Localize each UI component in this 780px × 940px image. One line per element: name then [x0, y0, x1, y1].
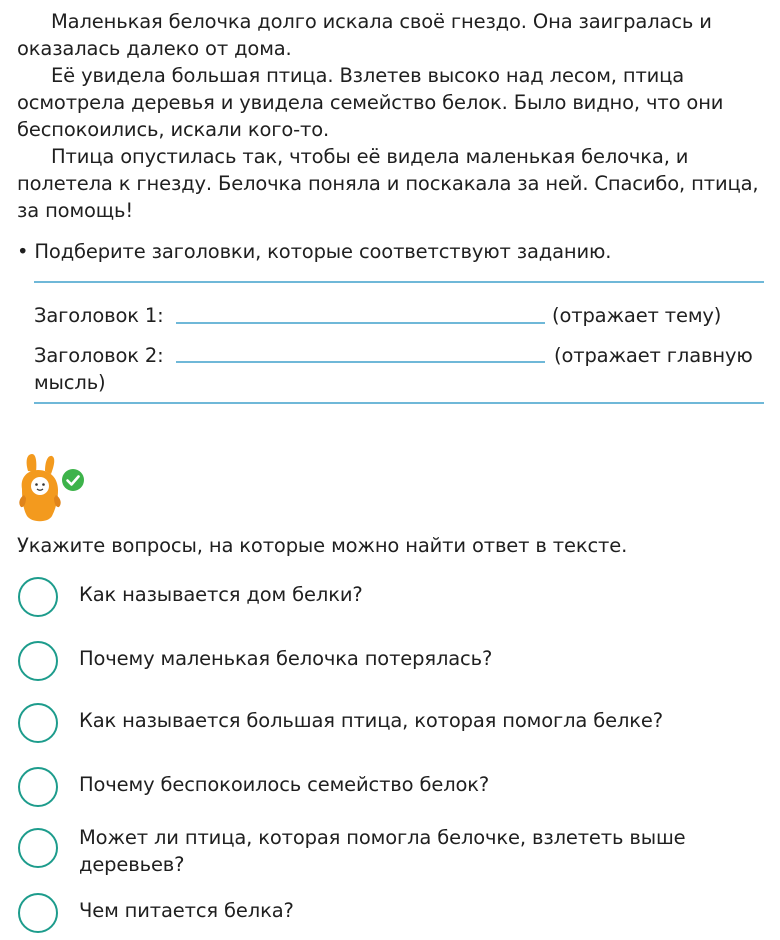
answer-option-2[interactable] — [18, 641, 738, 687]
answer-option-3-text: Как называется большая птица, которая помогла белке? — [79, 709, 663, 732]
story-text — [17, 8, 767, 224]
radio-button-6[interactable] — [18, 893, 58, 933]
radio-button-5[interactable] — [18, 828, 58, 868]
divider-top — [34, 281, 764, 283]
question-title: Укажите вопросы, на которые можно найти ответ в тексте. — [17, 534, 628, 557]
answer-option-5[interactable] — [18, 828, 738, 884]
divider-bottom — [34, 402, 764, 404]
answer-option-1[interactable] — [18, 577, 738, 623]
story-paragraph-3: Птица опустилась так, чтобы её видела маленькая белочка, и полетела к гнезду. Белочка поняла и поскакала за ней. Спасибо, птица, за помощь! — [17, 145, 759, 222]
rabbit-body — [19, 454, 60, 521]
heading-2-note-line-1: (отражает главную — [554, 344, 753, 367]
answer-option-4-text: Почему беспокоилось семейство белок? — [79, 773, 490, 796]
task-instruction: • Подберите заголовки, которые соответствуют заданию. — [17, 240, 612, 263]
heading-1-label: Заголовок 1: — [34, 304, 164, 327]
story-paragraph-2: Её увидела большая птица. Взлетев высоко над лесом, птица осмотрела деревья и увидела семейство белок. Было видно, что они беспокоились, искали кого-то. — [17, 64, 724, 141]
story-paragraph-1: Маленькая белочка долго искала своё гнездо. Она заигралась и оказалась далеко от дома. — [17, 10, 712, 60]
radio-button-3[interactable] — [18, 703, 58, 743]
green-checkmark-icon — [62, 469, 84, 491]
radio-button-4[interactable] — [18, 767, 58, 807]
answer-option-3[interactable] — [18, 703, 738, 749]
answer-option-2-text: Почему маленькая белочка потерялась? — [79, 647, 493, 670]
answer-option-6[interactable] — [18, 893, 738, 939]
radio-button-2[interactable] — [18, 641, 58, 681]
answer-option-1-text: Как называется дом белки? — [79, 583, 363, 606]
heading-2-note-line-2: мысль) — [34, 371, 106, 394]
radio-button-1[interactable] — [18, 577, 58, 617]
heading-1-input[interactable] — [176, 322, 545, 324]
answer-option-4[interactable] — [18, 767, 738, 813]
heading-2-label: Заголовок 2: — [34, 344, 164, 367]
orange-rabbit-mascot-icon — [14, 450, 88, 526]
answer-option-5-text: Может ли птица, которая помогла белочке, взлететь выше деревьев? — [79, 826, 686, 876]
heading-1-note: (отражает тему) — [552, 304, 722, 327]
answer-option-6-text: Чем питается белка? — [79, 899, 294, 922]
heading-2-input[interactable] — [176, 361, 545, 363]
